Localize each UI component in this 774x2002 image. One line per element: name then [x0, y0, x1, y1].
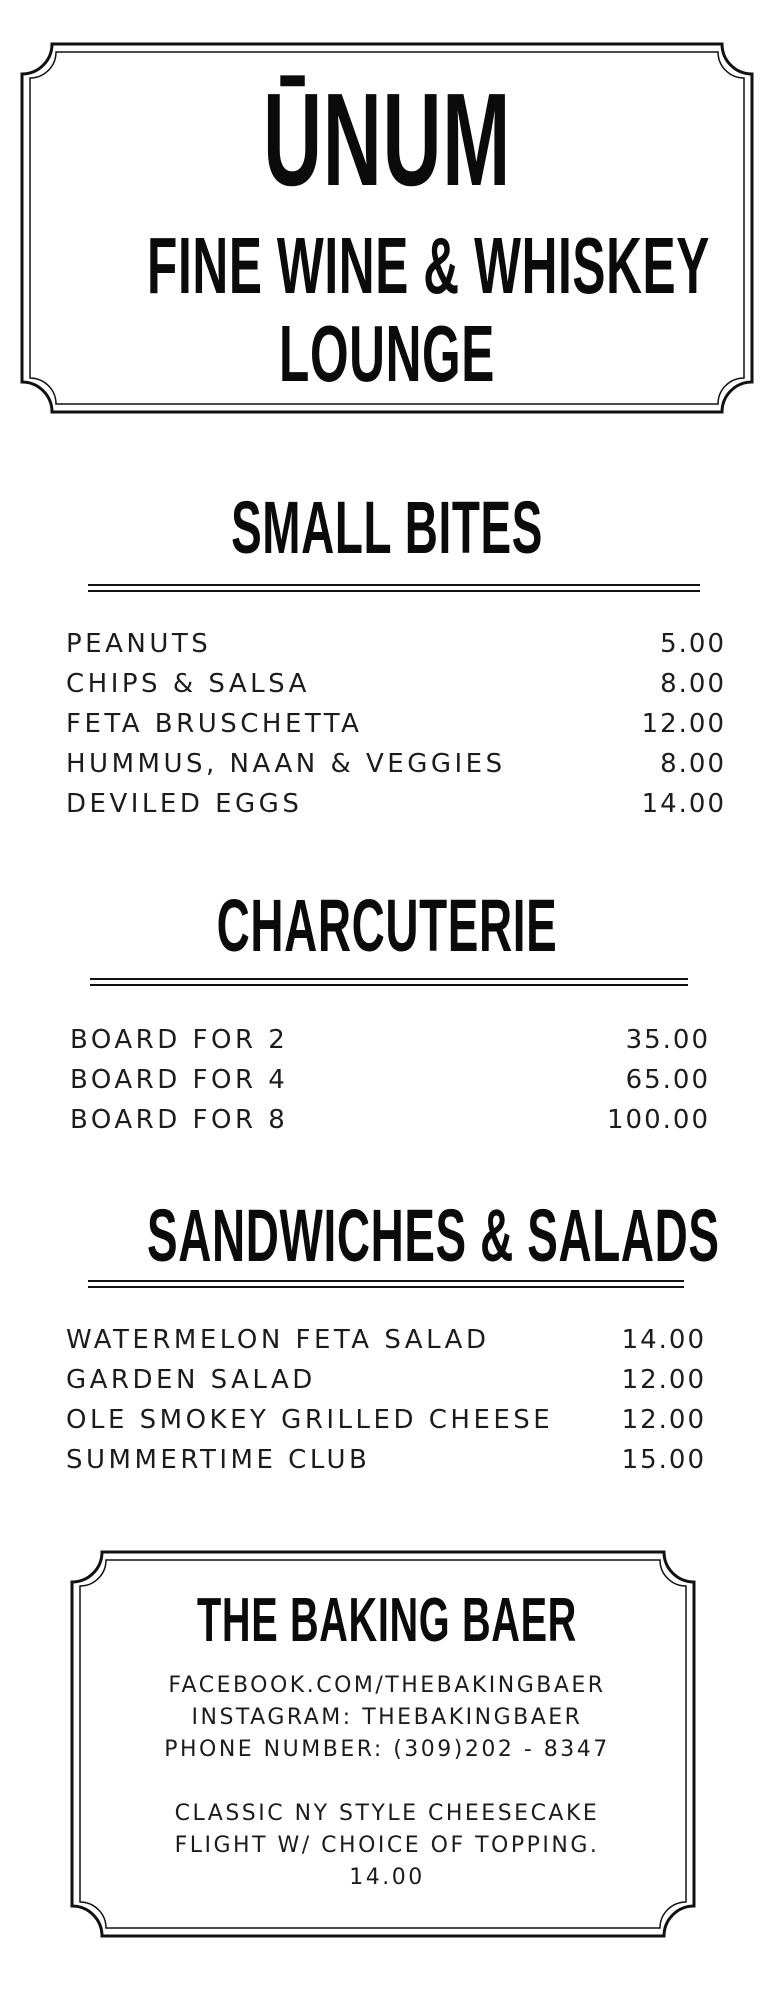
brand-title: ŪNUM: [263, 66, 511, 213]
item-price: 5.00: [660, 629, 726, 659]
menu-item: [66, 1360, 706, 1400]
item-price: 15.00: [621, 1445, 706, 1475]
item-price: 12.00: [621, 1405, 706, 1435]
item-name: OLE SMOKEY GRILLED CHEESE: [66, 1405, 554, 1435]
footer-special-line-2: FLIGHT W/ CHOICE OF TOPPING.: [174, 1833, 600, 1858]
menu-item: [70, 1020, 710, 1060]
section-title-sandwiches-salads: SANDWICHES & SALADS: [147, 1194, 720, 1277]
menu-item: [66, 624, 726, 664]
section-title-charcuterie: CHARCUTERIE: [216, 884, 558, 967]
section-title-small-bites: SMALL BITES: [231, 486, 543, 569]
footer-special-line-1: CLASSIC NY STYLE CHEESECAKE: [174, 1801, 600, 1826]
menu-item: [66, 1320, 706, 1360]
footer-title: THE BAKING BAER: [197, 1586, 577, 1655]
menu-item: [66, 1440, 706, 1480]
item-name: FETA BRUSCHETTA: [66, 709, 363, 739]
item-price: 12.00: [621, 1365, 706, 1395]
footer-instagram: INSTAGRAM: THEBAKINGBAER: [191, 1705, 583, 1730]
menu-item: [70, 1100, 710, 1140]
item-price: 14.00: [641, 789, 726, 819]
menu-item: [66, 784, 726, 824]
item-name: GARDEN SALAD: [66, 1365, 316, 1395]
item-name: CHIPS & SALSA: [66, 669, 310, 699]
item-price: 8.00: [660, 669, 726, 699]
item-price: 35.00: [625, 1025, 710, 1055]
item-name: PEANUTS: [66, 629, 212, 659]
section-rule: [88, 590, 700, 592]
brand-subtitle-line-1: FINE WINE & WHISKEY: [147, 221, 710, 310]
item-name: BOARD FOR 2: [70, 1025, 289, 1055]
item-name: DEVILED EGGS: [66, 789, 303, 819]
item-price: 14.00: [621, 1325, 706, 1355]
item-name: BOARD FOR 8: [70, 1105, 289, 1135]
menu-item: [66, 664, 726, 704]
section-rule: [88, 1286, 684, 1288]
section-rule: [90, 978, 688, 980]
menu-item: [66, 744, 726, 784]
footer-special-price: 14.00: [349, 1865, 425, 1890]
section-rule: [88, 1280, 684, 1282]
item-price: 65.00: [625, 1065, 710, 1095]
footer-phone: PHONE NUMBER: (309)202 - 8347: [164, 1737, 610, 1762]
item-price: 12.00: [641, 709, 726, 739]
menu-item: [70, 1060, 710, 1100]
menu-item: [66, 1400, 706, 1440]
menu-item: [66, 704, 726, 744]
item-name: HUMMUS, NAAN & VEGGIES: [66, 749, 506, 779]
item-price: 8.00: [660, 749, 726, 779]
section-rule: [88, 584, 700, 586]
section-rule: [90, 984, 688, 986]
brand-subtitle-line-2: LOUNGE: [279, 309, 495, 398]
item-name: SUMMERTIME CLUB: [66, 1445, 371, 1475]
item-price: 100.00: [607, 1105, 710, 1135]
item-name: BOARD FOR 4: [70, 1065, 289, 1095]
item-name: WATERMELON FETA SALAD: [66, 1325, 490, 1355]
footer-facebook: FACEBOOK.COM/THEBAKINGBAER: [168, 1673, 606, 1698]
